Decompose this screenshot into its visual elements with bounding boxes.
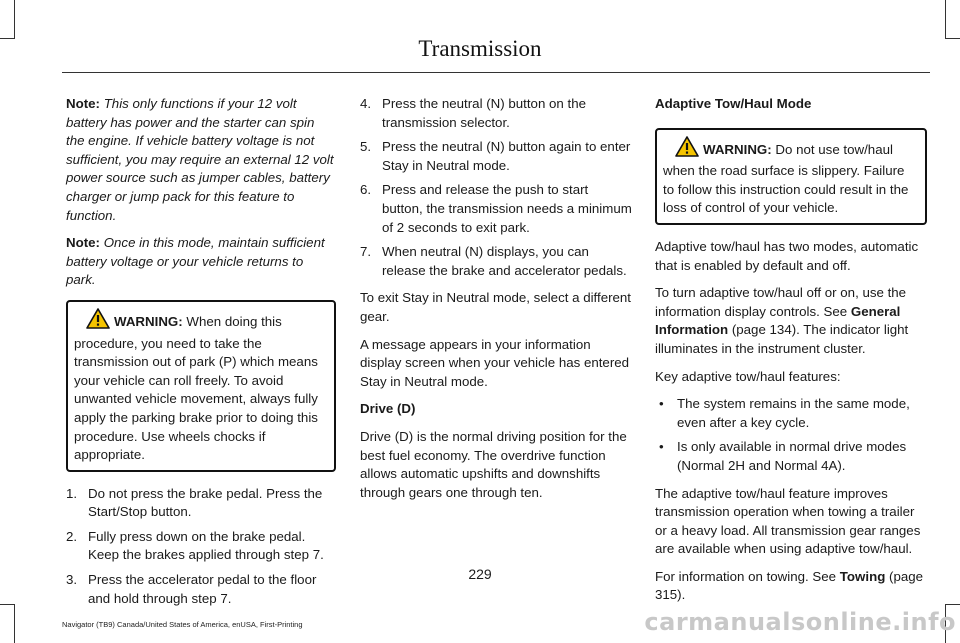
warning-triangle-icon — [86, 308, 110, 335]
crop-mark-bottom-left-v — [14, 604, 15, 643]
list-item — [360, 243, 632, 280]
column-2 — [360, 95, 632, 511]
towing-text-b: (page 315). — [655, 568, 924, 603]
towing-link[interactable]: Towing — [839, 568, 886, 584]
list-item — [360, 181, 632, 237]
note-1-label: Note: — [66, 96, 100, 111]
note-1-text: This only functions if your 12 volt battery has power and the starter can spin the engine. If vehicle battery voltage is not sufficient, you may require an external 12 volt power source such as jumper cables, battery charger or jump pack for this feature to function. — [66, 96, 334, 223]
list-item — [360, 95, 632, 132]
page-title: Transmission — [418, 36, 542, 61]
crop-mark-bottom-right-h — [945, 604, 960, 605]
list-item — [66, 485, 336, 522]
step-number: 6. — [360, 182, 372, 198]
note-2-text: Once in this mode, maintain sufficient battery voltage or your vehicle returns to park. — [66, 235, 325, 288]
note-2 — [66, 234, 336, 290]
step-number: 3. — [66, 572, 78, 588]
list-item: • The system remains in the same mode, even after a key cycle. — [655, 395, 927, 432]
footer-text: Navigator (TB9) Canada/United States of America, enUSA, First-Printing — [62, 620, 303, 629]
tow-haul-heading: Adaptive Tow/Haul Mode — [655, 96, 812, 111]
step-text: Press the neutral (N) button again to enter Stay in Neutral mode. — [382, 139, 631, 173]
warning-label: WARNING: — [703, 141, 772, 157]
features-list — [655, 395, 927, 475]
list-item — [66, 528, 336, 565]
warning-text: When doing this procedure, you need to take the transmission out of park (P) which means your vehicle can roll freely. To avoid unwanted vehicle movement, always fully apply the parking brake prior to doing this procedure. Use wheels chocks if appropriate. — [74, 313, 318, 463]
improves-text: The adaptive tow/haul feature improves transmission operation when towing a trailer or a heavy load. All transmission gear ranges are available when using adaptive tow/haul. — [655, 485, 921, 557]
warning-label: WARNING: — [114, 313, 183, 329]
crop-mark-top-left-v — [14, 0, 15, 38]
drive-text: Drive (D) is the normal driving position for the best fuel economy. The overdrive function allows automatic upshifts and downshifts through gears one through ten. — [360, 428, 627, 500]
step-number: 7. — [360, 244, 372, 260]
step-number: 1. — [66, 485, 78, 501]
list-item — [360, 138, 632, 175]
step-text: Press the accelerator pedal to the floor and hold through step 7. — [88, 572, 317, 606]
toggle-text-a: To turn adaptive tow/haul off or on, use the information display controls. See — [655, 285, 907, 319]
list-item: • Is only available in normal drive modes (Normal 2H and Normal 4A). — [655, 438, 927, 475]
steps-list-2 — [360, 95, 632, 280]
towing-text-a: For information on towing. See — [655, 568, 840, 584]
toggle-text — [655, 284, 927, 358]
toggle-text-b: (page 134). The indicator light illuminates in the instrument cluster. — [655, 322, 909, 356]
step-number: 4. — [360, 96, 372, 111]
note-1 — [66, 95, 336, 225]
watermark: carmanualsonline.info — [644, 608, 956, 636]
modes-text: Adaptive tow/haul has two modes, automatic that is enabled by default and off. — [655, 238, 919, 273]
warning-triangle-icon — [675, 136, 699, 163]
step-text: Press and release the push to start button, the transmission needs a minimum of 2 seconds to exit park. — [382, 182, 632, 235]
warning-text: Do not use tow/haul when the road surface is slippery. Failure to follow this instruction could result in the loss of control of your vehicle. — [663, 141, 909, 216]
step-text: When neutral (N) displays, you can release the brake and accelerator pedals. — [382, 244, 627, 278]
warning-box-park — [66, 300, 336, 472]
step-text: Press the neutral (N) button on the transmission selector. — [382, 96, 586, 130]
column-1 — [66, 95, 336, 617]
step-text: Fully press down on the brake pedal. Keep the brakes applied through step 7. — [88, 528, 324, 563]
step-number: 5. — [360, 139, 372, 155]
features-intro: Key adaptive tow/haul features: — [655, 368, 841, 384]
exit-neutral-text: To exit Stay in Neutral mode, select a different gear. — [360, 290, 632, 324]
general-information-link[interactable]: General Information — [655, 303, 901, 338]
crop-mark-top-right-v — [945, 0, 946, 38]
note-2-label: Note: — [66, 235, 100, 251]
steps-list-1 — [66, 485, 336, 609]
message-text: A message appears in your information display screen when your vehicle has entered Stay in Neutral mode. — [360, 336, 630, 389]
page-number: 229 — [468, 566, 492, 582]
step-text: Do not press the brake pedal. Press the Start/Stop button. — [88, 485, 323, 520]
crop-mark-bottom-left-h — [0, 604, 15, 605]
drive-heading: Drive (D) — [360, 401, 416, 417]
step-number: 2. — [66, 528, 78, 544]
warning-box-tow-haul — [655, 128, 927, 225]
column-3 — [655, 95, 927, 614]
title-rule — [62, 72, 930, 73]
